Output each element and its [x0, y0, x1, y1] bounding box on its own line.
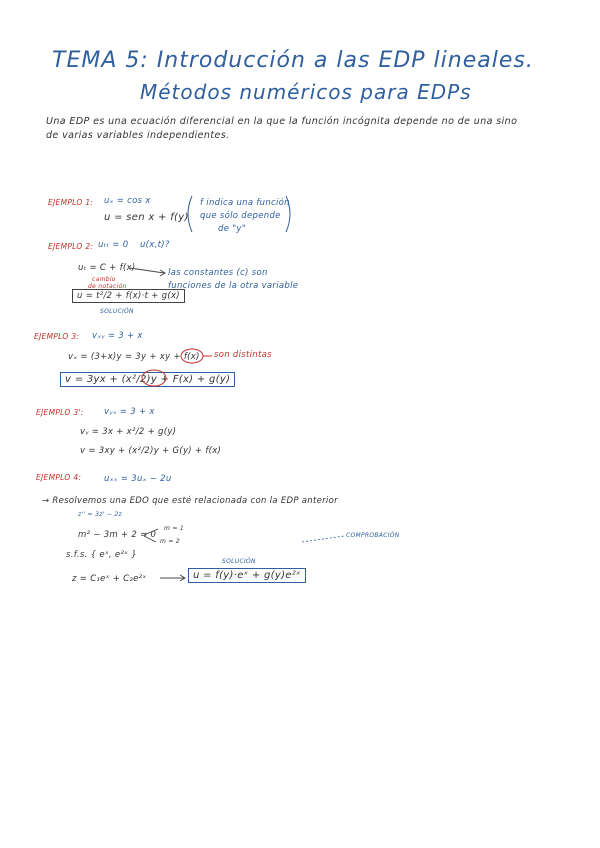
example-2-eq0: uₜₜ = 0: [98, 240, 129, 250]
example-3-note: son distintas: [214, 350, 272, 360]
example-3b-label: EJEMPLO 3':: [36, 408, 84, 417]
example-4-fundamental-set: s.f.s. { eˣ, e²ˣ }: [66, 550, 137, 560]
example-1-label: EJEMPLO 1:: [48, 198, 94, 207]
example-4-solution: u = f(y)·eˣ + g(y)e²ˣ: [188, 568, 306, 583]
example-1-note-1: f indica una función: [200, 198, 290, 208]
example-1-eq2: u = sen x + f(y): [104, 212, 189, 223]
example-4-check-label: COMPROBACIÓN: [346, 532, 400, 539]
example-4-eq0: uₓₓ = 3uₓ − 2u: [104, 474, 172, 484]
example-2-solution: u = t²/2 + f(x)·t + g(x): [72, 289, 185, 303]
example-4-solution-label: SOLUCIÓN: [222, 558, 256, 565]
example-4-characteristic: m² − 3m + 2 = 0: [78, 530, 157, 540]
example-4-root-2: m = 2: [160, 538, 181, 545]
example-4-solution-arrowhead: [180, 575, 185, 581]
example-3b-eq1: vᵧ = 3x + x²/2 + g(y): [80, 427, 177, 437]
intro-line-2: de varias variables independientes.: [46, 130, 230, 141]
example-2-side-2: funciones de la otra variable: [168, 281, 299, 291]
example-2-question: u(x,t)?: [140, 240, 170, 250]
page-subtitle: Métodos numéricos para EDPs: [140, 80, 472, 104]
example-3-eq1: vₓ = (3+x)y = 3y + xy + f(x): [68, 352, 200, 362]
example-3-label: EJEMPLO 3:: [34, 332, 80, 341]
example-2-red-note-2: de notación: [88, 283, 127, 290]
example-1-note-3: de "y": [218, 224, 246, 234]
page-title: TEMA 5: Introducción a las EDP lineales.: [52, 48, 534, 73]
example-2-label: EJEMPLO 2:: [48, 242, 94, 251]
example-2-red-note-1: cambio: [92, 276, 116, 283]
example-3b-eq0: vᵧₓ = 3 + x: [104, 407, 155, 417]
example-4-check-dash: [302, 536, 344, 542]
example-2-side-1: las constantes (c) son: [168, 268, 268, 278]
example-2-eq1: uₜ = C + f(x): [78, 263, 136, 273]
example-4-arrow-text: → Resolvemos una EDO que esté relacionada con la EDP anterior: [42, 496, 338, 506]
example-2-arrowhead: [160, 270, 165, 276]
example-1-note-2: que sólo depende: [200, 211, 281, 221]
example-4-general-solution: z = C₁eˣ + C₂e²ˣ: [72, 574, 147, 584]
example-3b-eq2: v = 3xy + (x²/2)y + G(y) + f(x): [80, 446, 222, 456]
example-4-eq1: z'' = 3z' − 2z: [78, 511, 122, 518]
example-4-label: EJEMPLO 4:: [36, 473, 82, 482]
example-4-root-1: m = 1: [164, 525, 185, 532]
example-2-solution-label: SOLUCIÓN: [100, 308, 134, 315]
example-3-solution: v = 3yx + (x²/2)y + F(x) + g(y): [60, 372, 235, 387]
example-1-eq1: uₓ = cos x: [104, 196, 151, 206]
example-3-eq0: vₓᵧ = 3 + x: [92, 331, 143, 341]
intro-line-1: Una EDP es una ecuación diferencial en la que la función incógnita depende no de una sino: [46, 116, 518, 127]
